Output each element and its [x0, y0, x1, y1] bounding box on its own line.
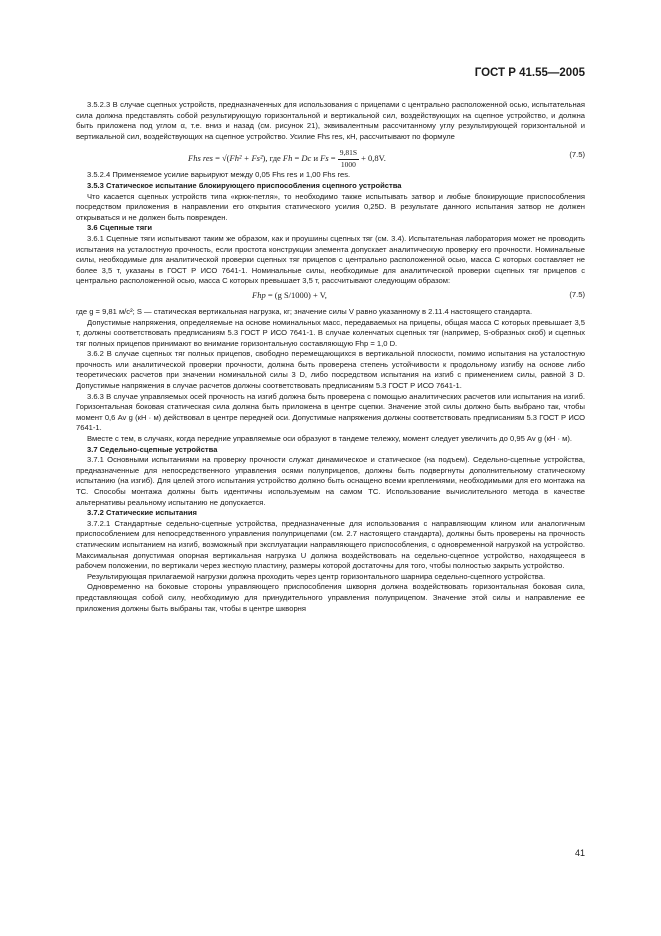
- heading-3-6: 3.6 Сцепные тяги: [87, 223, 153, 233]
- eq-fh: Fh: [282, 153, 293, 164]
- heading-3-7-2: 3.7.2 Статические испытания: [87, 508, 197, 518]
- eq-sign-a: =: [294, 153, 300, 164]
- paragraph-3-6-2: 3.6.2 В случае сцепных тяг полных прицепов, свободно перемещающихся в вертикальной плоскости, помимо испытания на усталостную прочность или аналитической проверки прочности, должна быть проверена степень устойчивости к продольному изгибу на основе либо теоретических расчетов при значении номинальной силы 3 D, либо посредством испытания на изгиб с применением силы, равной 3 D. Допустимые напряжения в случае расчетов должны соответствовать предписаниям 5.3 ГОСТ Р ИСО 7641-1.: [76, 349, 585, 391]
- equation-fhp: [76, 287, 585, 307]
- paragraph-3-5-2-3: 3.5.2.3 В случае сцепных устройств, предназначенных для использования с прицепами с центрально расположенной осью, испытательная сила должна представлять собой результирующую горизонтальной и вертикальной сил, воздействующих на сцепное устройство, и должна быть приложена под углом α, т.е. вниз и назад (см. рисунок 21), эквивалентным рассчитанному углу результирующей горизонтальной и вертикальной сил, воздействующих на сцепное устройство. Усилие Fhs res, кН, рассчитывают по формуле: [76, 100, 585, 141]
- eq-where: , где: [265, 153, 281, 164]
- equation-number: (7.5): [569, 150, 585, 160]
- paragraph-lateral-force: Одновременно на боковые стороны управляющего приспособления шкворня должна воздействовать горизонтальная боковая сила, представляющая собой силу, необходимую для принудительного управления полуприцепом. Значение этой силы и направление ее приложения должны быть выбраны так, чтобы в центре шкворня: [76, 582, 585, 613]
- eq-sqrt-body: Fh² + Fs²: [229, 153, 263, 164]
- eq-sign-b: =: [330, 153, 336, 164]
- eq-fraction: [338, 148, 359, 170]
- paragraph-3-7-1: 3.7.1 Основными испытаниями на проверку прочности служат динамическое и статическое (на подъем). Седельно-сцепные устройства, предназначенные для непосредственного управления осями полуприцепов, должны быть подвергнуты дополнительному статическому испытанию (на изгиб). Для целей этого испытания устройство должно быть оснащено всеми креплениями, необходимыми для его монтажа на ТС. Способы монтажа должны быть идентичны используемым на самом ТС. Использование вычислительного метода в качестве альтернативы реальному испытанию не допускается.: [76, 455, 585, 507]
- heading-3-7: 3.7 Седельно-сцепные устройства: [87, 444, 218, 454]
- paragraph-allowable-stress: Допустимые напряжения, определяемые на основе номинальных масс, передаваемых на прицепы, общая масса C которых превышает 3,5 т, должны соответствовать предписаниям 5.3 ГОСТ Р ИСО 7641-1. В случае коленчатых сцепных тяг (например, S-образных скоб) и сцепных тяг полных прицепов принимают во внимание горизонтальную составляющую Fhp = 1,0 D.: [76, 317, 585, 348]
- paragraph-3-6-3: 3.6.3 В случае управляемых осей прочность на изгиб должна быть проверена с помощью аналитических расчетов или испытания на изгиб. Горизонтальная боковая статическая сила должна быть приложена в центре сцепки. Значение этой силы должно быть выбрано так, чтобы момент 0,6 Av g (кН · м) действовал в центре передней оси. Допустимые напряжения должны соответствовать предписаниям 5.3 ГОСТ Р ИСО 7641-1.: [76, 391, 585, 433]
- paragraph-resultant-load: Результирующая прилагаемой нагрузки должна проходить через центр горизонтального шарнира седельно-сцепного устройства.: [87, 571, 546, 581]
- document-body: [76, 100, 585, 614]
- eq-lhs: Fhs res: [188, 153, 213, 164]
- eq-numerator: 9,81S: [338, 148, 359, 160]
- paragraph-hook-loop: Что касается сцепных устройств типа «крюк-петля», то необходимо также испытывать затвор и любые блокирующие приспособления посредством приложения в направлении его открытия статического усилия 0,25D. В результате данного испытания затвор не должен открываться и не должен быть поврежден.: [76, 191, 585, 222]
- document-header: ГОСТ Р 41.55—2005: [474, 67, 585, 79]
- equation-force-resultant: Fhs res = √(Fh² + Fs²), где Fh = Dc и Fs = $\frac{9,81S}{1000}$ + 0,8V. (7.5): [188, 148, 585, 169]
- paragraph-tandem: Вместе с тем, в случаях, когда передние управляемые оси образуют в тандеме тележку, момент следует увеличить до 0,95 Av g (кН · м).: [87, 434, 573, 444]
- paragraph-3-7-2-1: 3.7.2.1 Стандартные седельно-сцепные устройства, предназначенные для использования с направляющим клином или аналогичным приспособлением для непосредственного управления полуприцепами (см. 2.7 настоящего стандарта), должны быть проверены на прочность статическим испытанием на изгиб, возможный при эксплуатации направляющего приспособления, с одновременной нагрузкой на устройство. Максимальная допустимая опорная вертикальная нагрузка U должна воздействовать на седельно-сцепное устройство, находящееся в рабочем положении, по вертикали через жесткую пластину, размеры которой достаточны для того, чтобы полностью закрыть устройство.: [76, 518, 585, 571]
- eq-sign: =: [215, 153, 220, 164]
- equation-number-2: (7.5): [569, 289, 585, 299]
- heading-3-5-3: 3.5.3 Статическое испытание блокирующего приспособления сцепного устройства: [87, 180, 402, 190]
- eq-tail: + 0,8V.: [361, 153, 386, 164]
- paragraph-3-5-2-4: 3.5.2.4 Применяемое усилие варьируют между 0,05 Fhs res и 1,00 Fhs res.: [87, 170, 351, 180]
- paragraph-3-6-1: 3.6.1 Сцепные тяги испытывают таким же образом, как и проушины сцепных тяг (см. 3.4). Испытательная лаборатория может не проводить испытания на усталостную прочность, если простота конструкции элемента допускает аналитическую проверку его прочности. Номинальные силы, необходимые для аналитической проверки сцепных тяг прицепов с центрально расположенной осью, масса C которых составляет не более 3,5 т, указаны в ГОСТ Р ИСО 7641-1. Номинальные силы, необходимые для аналитической проверки сцепных тяг прицепов с центрально расположенной осью, масса C которых превышает 3,5 т, рассчитывают следующим образом:: [76, 233, 585, 286]
- eq-fs: Fs: [320, 153, 329, 164]
- paragraph-where-g: где g = 9,81 м/с²; S — статическая вертикальная нагрузка, кг; значение силы V равно указанному в 2.11.4 настоящего стандарта.: [76, 306, 533, 316]
- eq2-rhs: = (g S/1000) + V,: [267, 289, 327, 300]
- eq-and: и: [313, 153, 319, 164]
- eq2-lhs: Fhp: [252, 289, 266, 300]
- eq-denominator: 1000: [340, 159, 356, 169]
- eq-dc: Dc: [301, 153, 312, 164]
- page-number: 41: [574, 848, 585, 858]
